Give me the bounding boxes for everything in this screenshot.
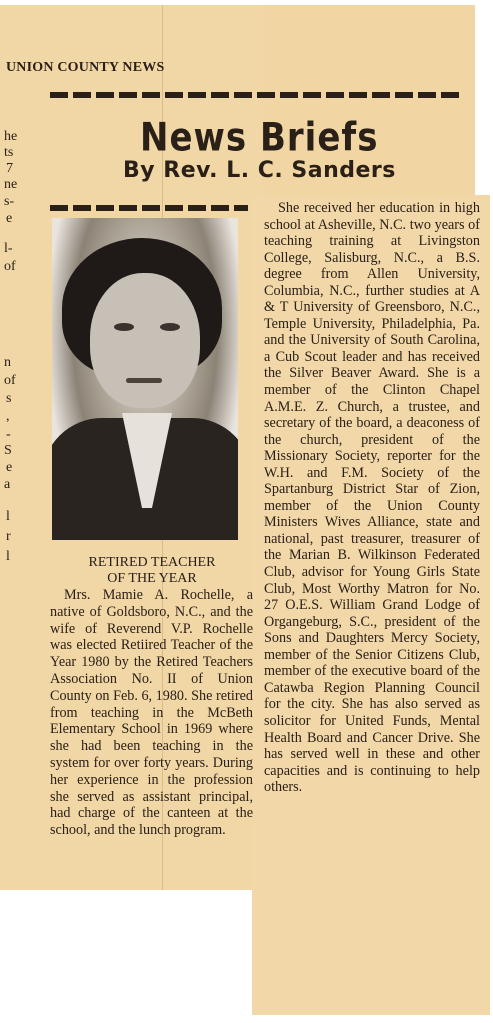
byline: By Rev. L. C. Sanders <box>123 158 396 183</box>
edge-fragment: l <box>6 509 10 524</box>
top-ornament-rule <box>48 92 460 98</box>
edge-fragment: he <box>4 129 18 144</box>
caption-line-1: RETIRED TEACHER <box>88 555 216 570</box>
edge-fragment: of <box>4 373 16 388</box>
edge-fragment: of <box>4 259 16 274</box>
photo-caption <box>62 555 242 587</box>
right-paragraph: She received her education in high school at Asheville, N.C. two years of teaching training at Livingston College, Salisburg, N.C., a B.S. degree from Allen University, Columbia, N.C., further studies at A & T University of Greensboro, N.C., Temple University, Philadelphia, Pa. and the University of South Carolina, a Cub Scout leader and has received the Silver Beaver Award. She is a member of the Clinton Chapel A.M.E. Z. Church, a trustee, and secretary of the board, a deaconess of the church, president of the Missionary Society, reporter for the W.H. and F.M. Society of the Spartanburg District Star of Zion, member of the Union County Ministers Wives Alliance, state and national, past treasurer, treasurer of the Marian B. Wilkinson Federated Club, advisor for Young Girls State Club, Most Worthy Matron for No. 27 O.E.S. William Grand Lodge of Organgeburg, S.C., president of the Sons and Daughters Mercy Society, member of the Senior Citizens Club, member of the executive board of the Catawba Region Planning Council for the city. She has also served as solicitor for United Funds, Mental Health Board and Cancer Drive. She has served well in these and other capacities and is continuing to help others. <box>264 200 480 796</box>
edge-fragment: , <box>6 409 10 424</box>
portrait-photo <box>52 218 238 540</box>
edge-fragment: l- <box>4 241 13 256</box>
photo-ornament-rule <box>48 205 248 211</box>
photo-face <box>90 273 200 408</box>
photo-eye-right <box>160 323 180 331</box>
edge-fragment: s- <box>4 194 15 209</box>
edge-fragment: - <box>6 427 11 442</box>
edge-fragment: r <box>6 529 11 544</box>
edge-fragment: e <box>6 460 13 475</box>
right-column-text <box>264 200 480 796</box>
edge-fragment: e <box>6 211 13 226</box>
edge-fragment: ts <box>4 145 14 160</box>
caption-line-2: OF THE YEAR <box>107 571 197 586</box>
left-column-text <box>50 587 253 839</box>
edge-fragment: 7 <box>6 161 13 176</box>
edge-fragment: ne <box>4 177 18 192</box>
edge-fragment: S <box>4 443 12 458</box>
masthead: UNION COUNTY NEWS <box>6 60 165 75</box>
edge-fragment: s <box>6 391 12 406</box>
edge-fragment: n <box>4 355 11 370</box>
photo-eye-left <box>114 323 134 331</box>
headline: News Briefs <box>140 115 379 161</box>
edge-fragment: a <box>4 477 11 492</box>
photo-mouth <box>126 378 162 383</box>
left-paragraph: Mrs. Mamie A. Rochelle, a native of Goldsboro, N.C., and the wife of Reverend V.P. Rochelle was elected Retiired Teacher of the Year 1980 by the Retired Teachers Association No. II of Union County on Feb. 6, 1980. She retired from teaching in the McBeth Elementary School in 1969 where she had been teaching in the system for over forty years. During her experience in the profession she served as assistant principal, had charge of the canteen at the school, and the lunch program. <box>50 587 253 839</box>
edge-fragment: l <box>6 549 10 564</box>
